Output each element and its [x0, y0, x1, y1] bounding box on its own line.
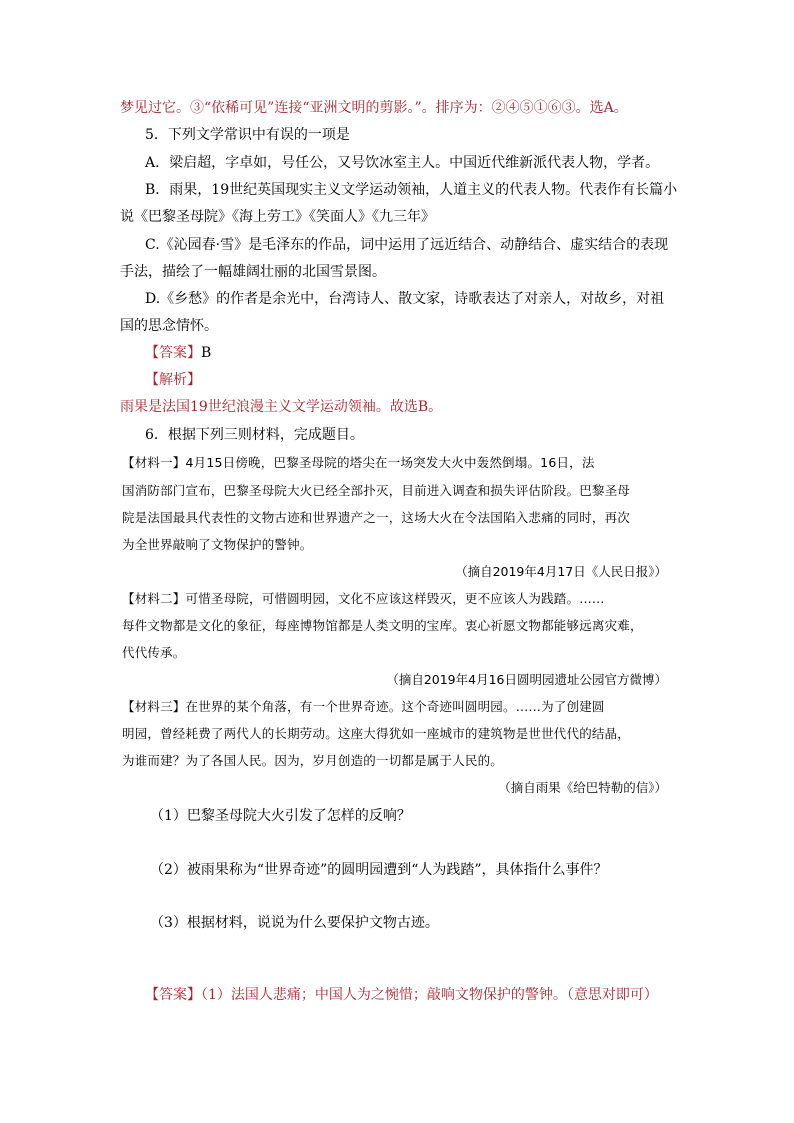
- q5-option-b-cont: 说《巴黎圣母院》《海上劳工》《笑面人》《九三年》: [120, 209, 435, 225]
- q6-subquestion-3: （3）根据材料，说说为什么要保护文物古迹。: [150, 915, 439, 931]
- q6-answer: [145, 986, 658, 1004]
- q5-option-a: A．梁启超，字卓如，号任公，又号饮冰室主人。中国近代维新派代表人物，学者。: [145, 155, 660, 171]
- prev-analysis-text: 梦见过它。③“依稀可见”连接“亚洲文明的剪影。”。排序为：②④⑤①⑥③。选A。: [120, 100, 628, 116]
- material1-line-1: 【材料一】4月15日傍晚，巴黎圣母院的塔尖在一场突发大火中轰然倒塌。16日，法: [122, 455, 595, 470]
- material3-line-1: 【材料三】在世界的某个角落，有一个世界奇迹。这个奇迹叫圆明园。……为了创建圆: [122, 699, 605, 714]
- material3-line-2: 明园，曾经耗费了两代人的长期劳动。这座大得犹如一座城市的建筑物是世世代代的结晶，: [122, 726, 631, 741]
- q5-option-d: D.《乡愁》的作者是余光中，台湾诗人、散文家，诗歌表达了对亲人，对故乡，对祖: [145, 291, 665, 307]
- material2-source: （摘自2019年4月16日圆明园遗址公园官方微博）: [386, 672, 667, 687]
- material3-source: （摘自雨果《给巴特勒的信》）: [498, 780, 667, 795]
- answer-label: 【答案】: [145, 345, 201, 361]
- q5-option-b: B．雨果，19世纪英国现实主义文学运动领袖，人道主义的代表人物。代表作有长篇小: [145, 182, 678, 198]
- material1-line-4: 为全世界敲响了文物保护的警钟。: [122, 537, 313, 552]
- q5-analysis-text: 雨果是法国19世纪浪漫主义文学运动领袖。故选B。: [120, 399, 443, 415]
- material1-line-2: 国消防部门宣布，巴黎圣母院大火已经全部扑灭，目前进入调查和损失评估阶段。巴黎圣母: [122, 483, 631, 498]
- q5-option-d-cont: 国的思念情怀。: [120, 318, 218, 334]
- q6-subquestion-2: （2）被雨果称为“世界奇迹”的圆明园遭到“人为践踏”，具体指什么事件？: [150, 862, 608, 878]
- material2-line-3: 代代传承。: [122, 645, 186, 660]
- material3-line-3: 为谁而建？为了各国人民。因为，岁月创造的一切都是属于人民的。: [122, 753, 504, 768]
- q6-subquestion-1: （1）巴黎圣母院大火引发了怎样的反响？: [150, 808, 411, 824]
- q5-stem: 5．下列文学常识中有误的一项是: [145, 127, 350, 143]
- material1-line-3: 院是法国最具代表性的文物古迹和世界遗产之一，这场大火在令法国陷入悲痛的同时，再次: [122, 510, 631, 525]
- answer-label: 【答案】: [145, 987, 201, 1003]
- material1-source: （摘自2019年4月17日《人民日报》）: [455, 564, 667, 579]
- material2-line-2: 每件文物都是文化的象征，每座博物馆都是人类文明的宝库。衷心祈愿文物都能够远离灾难，: [122, 618, 643, 633]
- material2-line-1: 【材料二】可惜圣母院，可惜圆明园，文化不应该这样毁灭，更不应该人为践踏。……: [122, 591, 605, 606]
- answer-text: （1）法国人悲痛；中国人为之惋惜；敲响文物保护的警钟。（意思对即可）: [201, 987, 658, 1003]
- q6-stem: 6．根据下列三则材料，完成题目。: [145, 427, 364, 443]
- answer-value: B: [201, 345, 212, 361]
- q5-analysis-label: 【解析】: [145, 372, 201, 388]
- q5-option-c-cont: 手法，描绘了一幅雄阔壮丽的北国雪景图。: [120, 264, 386, 280]
- q5-answer: [145, 344, 211, 362]
- q5-option-c: C.《沁园春·雪》是毛泽东的作品，词中运用了远近结合、动静结合、虚实结合的表现: [145, 237, 669, 253]
